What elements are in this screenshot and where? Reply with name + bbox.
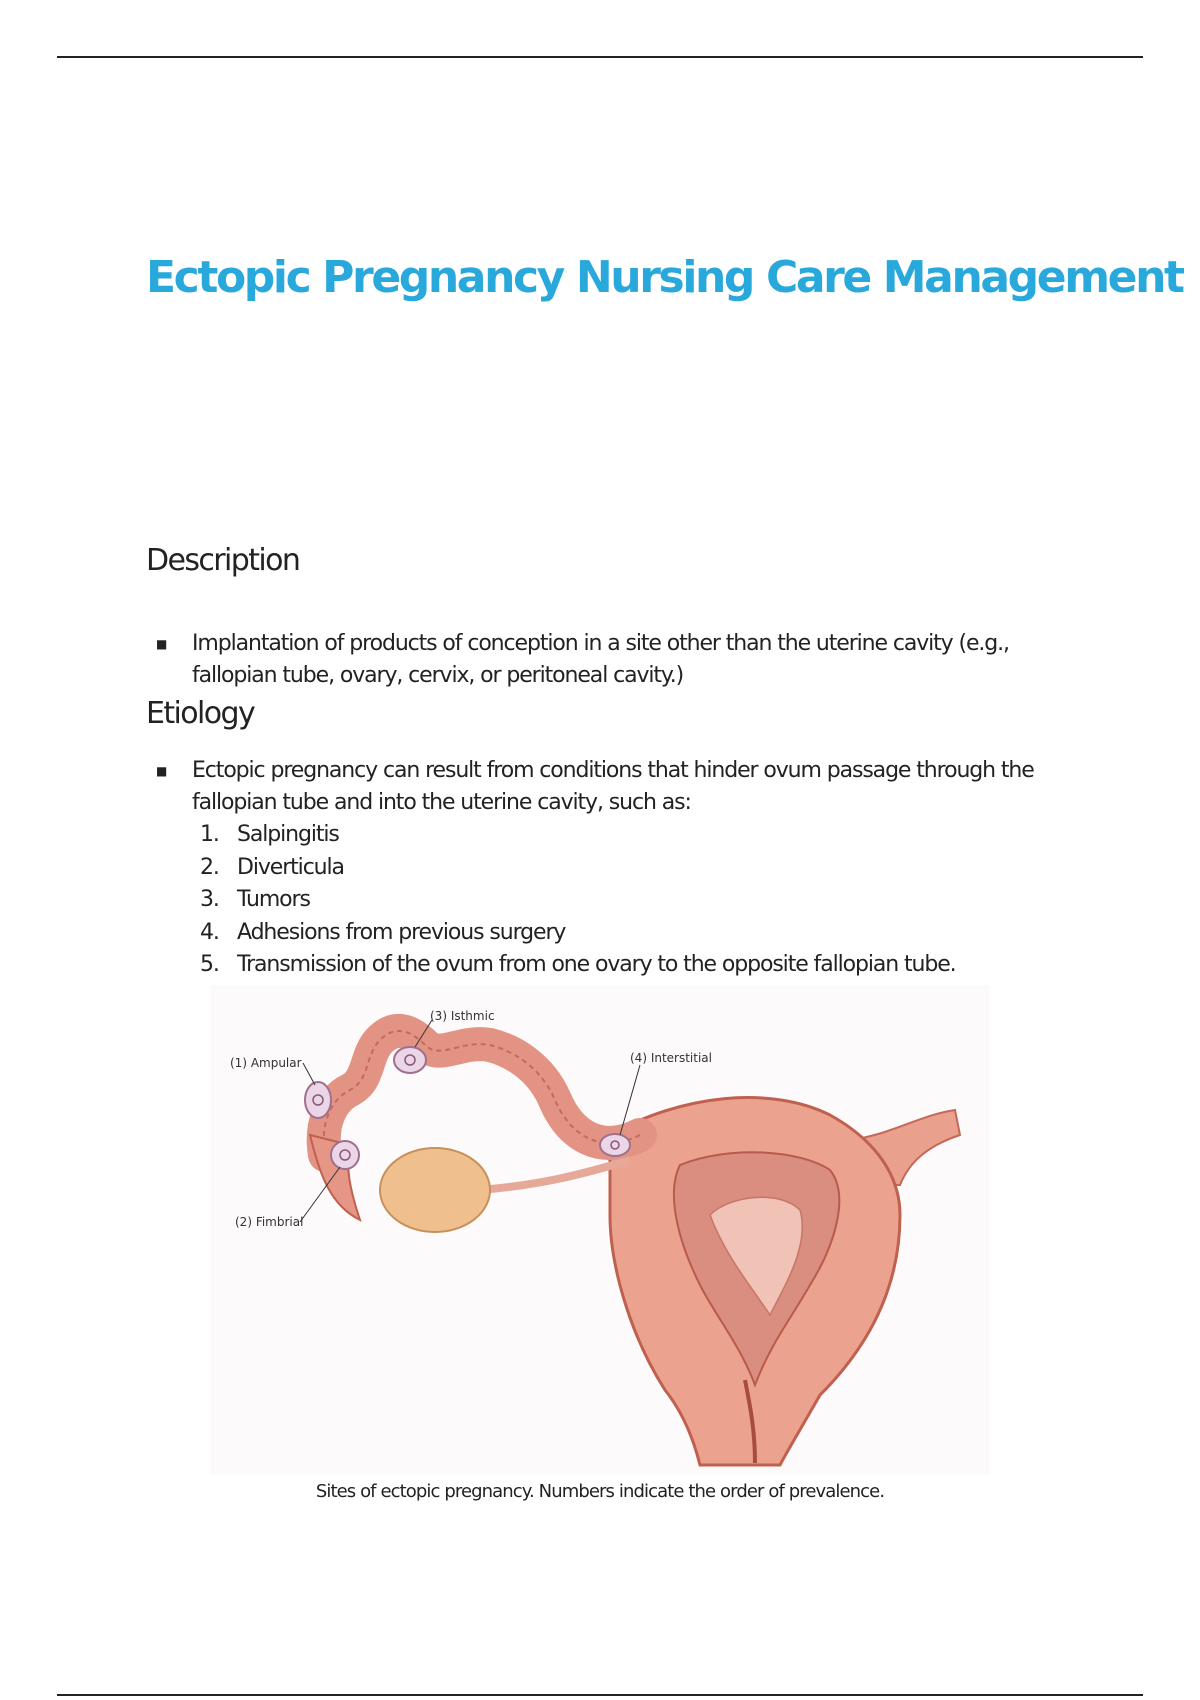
ectopic-sites-illustration (210, 985, 990, 1475)
description-heading: Description (146, 543, 300, 578)
top-rule (57, 56, 1143, 58)
item-text: Adhesions from previous surgery (237, 919, 566, 945)
label-ampular: (1) Ampular (230, 1056, 302, 1070)
bullet-icon: ■ (156, 764, 167, 778)
item-text: Salpingitis (237, 822, 339, 847)
list-item (200, 852, 956, 885)
label-fimbrial: (2) Fimbrial (235, 1215, 304, 1229)
description-text: Implantation of products of conception in a site other than the uterine cavity (e.g., fallopian tube, ovary, cervix, or peritoneal cavity.) (192, 631, 1009, 688)
label-isthmic: (3) Isthmic (430, 1009, 495, 1023)
ovary (380, 1148, 490, 1232)
item-text: Diverticula (237, 854, 344, 880)
item-number: 4. (200, 919, 219, 945)
bullet-icon: ■ (156, 637, 167, 651)
bottom-rule (57, 1694, 1143, 1696)
etiology-heading: Etiology (146, 696, 255, 731)
item-text: Tumors (237, 887, 310, 912)
item-number: 3. (200, 887, 219, 912)
figure-caption: Sites of ectopic pregnancy. Numbers indicate the order of prevalence. (315, 1481, 885, 1502)
list-item (200, 884, 956, 917)
site-ampular (305, 1082, 331, 1118)
page-title: Ectopic Pregnancy Nursing Care Management (146, 252, 1183, 303)
ovarian-ligament (480, 1160, 630, 1190)
site-interstitial (600, 1134, 630, 1156)
etiology-causes-list (200, 819, 956, 982)
site-fimbrial (331, 1141, 359, 1169)
item-number: 5. (200, 952, 219, 977)
description-list (146, 628, 1072, 692)
etiology-intro: Ectopic pregnancy can result from conditions that hinder ovum passage through the fallopian tube and into the uterine cavity, such as: (192, 758, 1034, 815)
list-item (200, 819, 956, 852)
label-interstitial: (4) Interstitial (630, 1051, 712, 1065)
list-item (146, 628, 1072, 692)
item-text: Transmission of the ovum from one ovary to the opposite fallopian tube. (237, 952, 956, 977)
anatomy-diagram (210, 985, 990, 1475)
etiology-list (146, 755, 1072, 819)
list-item (200, 949, 956, 982)
list-item (146, 755, 1072, 819)
item-number: 2. (200, 854, 219, 880)
list-item (200, 917, 956, 950)
item-number: 1. (200, 822, 219, 847)
fallopian-tube (324, 1031, 640, 1155)
site-isthmic (394, 1047, 426, 1073)
